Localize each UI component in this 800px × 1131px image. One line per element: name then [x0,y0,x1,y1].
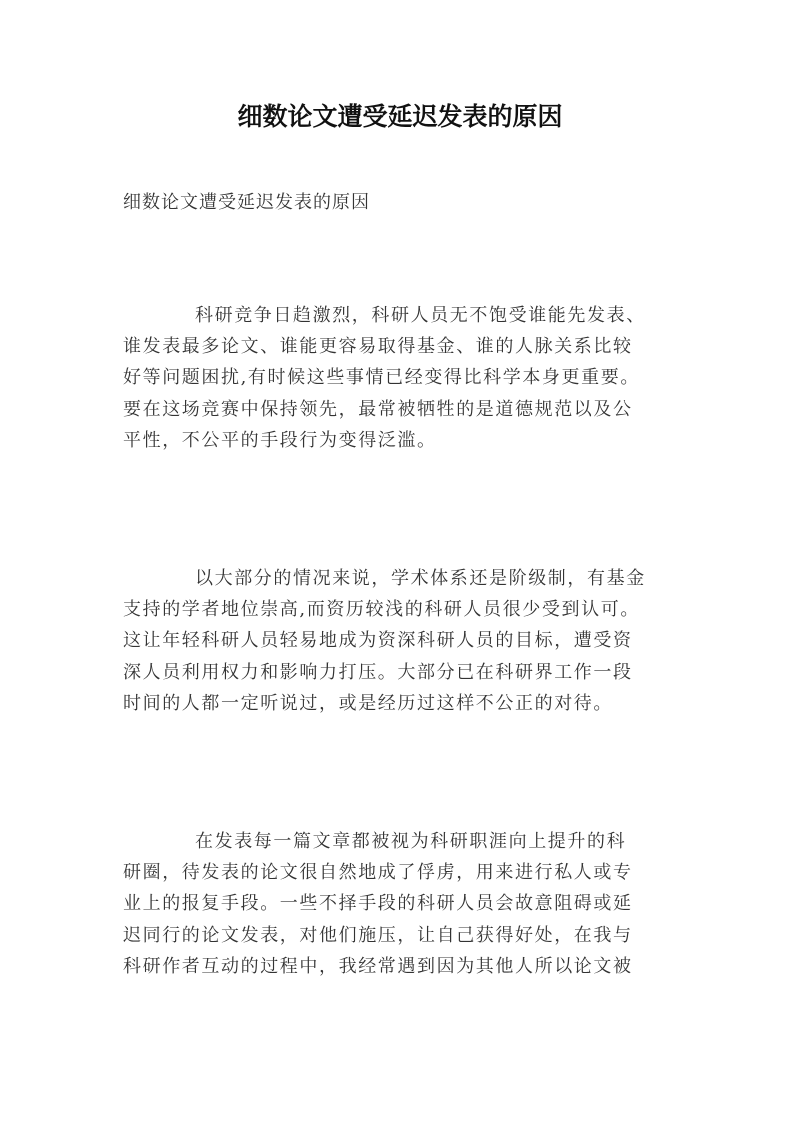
paragraph-3 [123,826,679,982]
paragraph-line: 迟同行的论文发表，对他们施压，让自己获得好处，在我与 [123,924,633,946]
paragraph-line: 科研作者互动的过程中，我经常遇到因为其他人所以论文被 [123,955,633,977]
paragraph-line: 在发表每一篇文章都被视为科研职涯向上提升的科 [195,831,627,852]
paragraph-line: 这让年轻科研人员轻易地成为资深科研人员的目标，遭受资 [123,630,633,652]
paragraph-line: 科研竞争日趋激烈，科研人员无不饱受谁能先发表、 [195,305,646,326]
paragraph-line: 业上的报复手段。一些不择手段的科研人员会故意阻碍或延 [123,893,633,915]
paragraph-line: 深人员利用权力和影响力打压。大部分已在科研界工作一段 [123,661,633,683]
paragraph-line: 支持的学者地位崇高,而资历较浅的科研人员很少受到认可。 [123,599,640,621]
paragraph-line: 以大部分的情况来说，学术体系还是阶级制，有基金 [195,568,646,589]
document-subtitle: 细数论文遭受延迟发表的原因 [123,192,370,213]
page-title: 细数论文遭受延迟发表的原因 [237,102,563,131]
paragraph-line: 时间的人都一定听说过，或是经历过这样不公正的对待。 [123,692,613,714]
paragraph-1 [123,300,679,456]
paragraph-line: 好等问题困扰,有时候这些事情已经变得比科学本身更重要。 [123,367,640,389]
paragraph-line: 谁发表最多论文、谁能更容易取得基金、谁的人脉关系比较 [123,336,633,358]
paragraph-2 [123,563,679,719]
paragraph-line: 研圈，待发表的论文很自然地成了俘虏，用来进行私人或专 [123,862,633,884]
paragraph-line: 平性，不公平的手段行为变得泛滥。 [123,429,437,451]
paragraph-line: 要在这场竞赛中保持领先，最常被牺牲的是道德规范以及公 [123,398,633,420]
